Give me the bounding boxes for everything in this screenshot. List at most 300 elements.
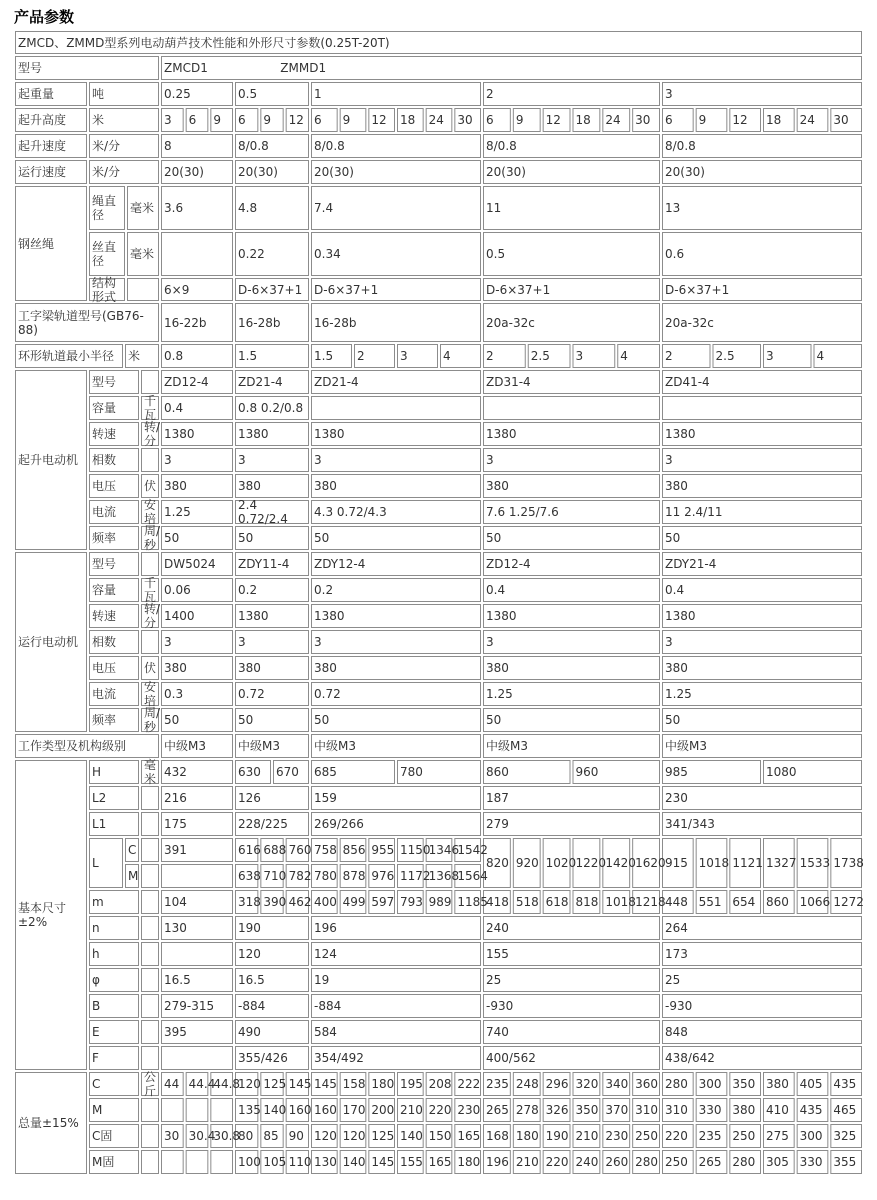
value-cell: 989 bbox=[428, 895, 452, 909]
value-cell: 30 bbox=[635, 113, 651, 127]
table-cell bbox=[665, 891, 693, 913]
table-cell bbox=[546, 109, 570, 131]
row-unit: 伏 bbox=[144, 661, 157, 675]
value-cell: 1185 bbox=[457, 895, 488, 909]
table-cell bbox=[314, 1099, 337, 1121]
table-cell bbox=[18, 735, 158, 757]
table-cell bbox=[732, 1073, 760, 1095]
table-cell bbox=[486, 161, 659, 183]
row-label: 电压 bbox=[92, 479, 117, 493]
table-cell bbox=[92, 579, 138, 601]
value-cell: 3 bbox=[486, 453, 494, 467]
table-cell bbox=[238, 709, 308, 731]
table-cell bbox=[457, 109, 480, 131]
value-cell: 3 bbox=[238, 453, 246, 467]
table-cell bbox=[833, 109, 861, 131]
table-cell bbox=[766, 839, 797, 887]
table-cell bbox=[144, 1070, 158, 1098]
value-cell: 1380 bbox=[665, 609, 696, 623]
cell-border bbox=[142, 1099, 159, 1122]
value-cell: 1.25 bbox=[164, 505, 191, 519]
value-cell: 410 bbox=[766, 1103, 789, 1117]
table-cell bbox=[371, 1151, 394, 1173]
table-cell bbox=[164, 917, 232, 939]
table-cell bbox=[486, 135, 659, 157]
cell-border bbox=[142, 449, 159, 472]
value-cell: 190 bbox=[545, 1129, 569, 1143]
table-cell bbox=[732, 109, 760, 131]
table-cell bbox=[164, 371, 232, 393]
page-heading: 产品参数 bbox=[14, 8, 75, 26]
table-cell bbox=[665, 709, 861, 731]
table-cell bbox=[314, 1125, 337, 1147]
row-label: L bbox=[92, 856, 99, 870]
cell-border bbox=[142, 891, 159, 914]
value-cell: 618 bbox=[545, 895, 569, 909]
table-cell bbox=[238, 579, 308, 601]
table-cell bbox=[238, 553, 308, 575]
table-cell bbox=[732, 1151, 760, 1173]
value-cell: 3 bbox=[164, 113, 172, 127]
table-cell bbox=[486, 1151, 510, 1173]
table-cell bbox=[18, 304, 158, 341]
table-cell bbox=[92, 109, 158, 131]
value-cell: 24 bbox=[605, 113, 621, 127]
table-cell bbox=[289, 109, 308, 131]
table-cell bbox=[400, 1125, 423, 1147]
value-cell: 125 bbox=[263, 1077, 287, 1091]
value-cell: 860 bbox=[766, 895, 789, 909]
value-cell: 0.4 bbox=[164, 401, 184, 415]
value-cell: 318 bbox=[238, 895, 261, 909]
table-cell bbox=[238, 498, 308, 526]
table-cell bbox=[213, 109, 232, 131]
value-cell: 0.5 bbox=[486, 247, 506, 261]
row-unit: 千瓦 bbox=[144, 394, 157, 422]
value-cell: 240 bbox=[575, 1155, 599, 1169]
table-cell bbox=[314, 233, 480, 275]
value-cell: 24 bbox=[799, 113, 815, 127]
value-cell: 380 bbox=[314, 479, 337, 493]
table-cell bbox=[665, 605, 861, 627]
table-cell bbox=[429, 1151, 452, 1173]
table-cell bbox=[665, 475, 861, 497]
table-cell bbox=[164, 553, 232, 575]
value-cell: 670 bbox=[276, 765, 299, 779]
table-cell bbox=[18, 553, 86, 731]
value-cell: ZDY21-4 bbox=[665, 557, 717, 571]
value-cell: 120 bbox=[314, 1129, 337, 1143]
table-cell bbox=[486, 605, 659, 627]
table-cell bbox=[18, 161, 86, 183]
table-cell bbox=[665, 969, 861, 991]
table-cell bbox=[486, 943, 659, 965]
table-cell bbox=[486, 83, 659, 105]
table-cell bbox=[164, 995, 232, 1017]
value-cell: 1620 bbox=[635, 856, 666, 870]
table-cell bbox=[766, 1099, 794, 1121]
table-cell bbox=[400, 865, 431, 887]
value-cell: 11 bbox=[486, 201, 502, 215]
table-cell bbox=[400, 109, 423, 131]
table-cell bbox=[263, 1073, 287, 1095]
value-cell: 1080 bbox=[766, 765, 797, 779]
value-cell: DW5024 bbox=[164, 557, 216, 571]
cell-border bbox=[142, 865, 159, 888]
value-cell: 16-28b bbox=[314, 315, 357, 330]
table-cell bbox=[164, 579, 232, 601]
value-cell: 中级M3 bbox=[164, 739, 206, 753]
row-label: 相数 bbox=[92, 453, 117, 467]
value-cell: 435 bbox=[833, 1077, 857, 1091]
table-cell bbox=[699, 1151, 727, 1173]
value-cell: 499 bbox=[342, 895, 366, 909]
table-cell bbox=[576, 891, 600, 913]
table-cell bbox=[144, 657, 158, 679]
table-cell bbox=[546, 891, 570, 913]
table-cell bbox=[92, 527, 138, 549]
table-cell bbox=[238, 449, 308, 471]
table-cell bbox=[238, 865, 261, 887]
value-cell: 448 bbox=[665, 895, 688, 909]
value-cell: 2 bbox=[486, 87, 494, 101]
value-cell: ZD21-4 bbox=[238, 375, 283, 389]
value-cell: 584 bbox=[314, 1025, 337, 1039]
table-cell bbox=[164, 135, 232, 157]
table-cell bbox=[144, 420, 161, 448]
table-cell bbox=[92, 1073, 138, 1095]
table-cell bbox=[665, 579, 861, 601]
cell-border bbox=[142, 813, 159, 836]
value-cell: 1380 bbox=[486, 609, 517, 623]
table-cell bbox=[665, 813, 861, 835]
value-cell: 4.8 bbox=[238, 201, 258, 215]
table-cell bbox=[164, 631, 232, 653]
table-cell bbox=[665, 423, 861, 445]
table-cell bbox=[144, 680, 158, 708]
value-cell: 265 bbox=[698, 1155, 722, 1169]
table-cell bbox=[92, 1099, 138, 1121]
table-cell bbox=[665, 1125, 693, 1147]
table-cell bbox=[314, 279, 480, 300]
value-cell: 11 2.4/11 bbox=[665, 505, 723, 519]
value-cell: 130 bbox=[314, 1155, 337, 1169]
value-cell: 400/562 bbox=[486, 1051, 536, 1065]
table-cell bbox=[128, 839, 138, 861]
value-cell: 44.8 bbox=[213, 1077, 241, 1091]
table-cell bbox=[92, 1125, 138, 1147]
value-cell: 50 bbox=[486, 713, 502, 727]
table-cell bbox=[576, 1125, 600, 1147]
table-cell bbox=[665, 943, 861, 965]
value-cell: 140 bbox=[400, 1129, 423, 1143]
table-cell bbox=[92, 161, 158, 183]
value-cell: 2 bbox=[486, 349, 494, 363]
table-cell bbox=[164, 57, 861, 79]
table-cell bbox=[314, 187, 480, 229]
value-cell: 370 bbox=[605, 1103, 629, 1117]
value-cell: 405 bbox=[799, 1077, 823, 1091]
row-unit: 吨 bbox=[92, 87, 105, 101]
value-cell: 105 bbox=[263, 1155, 287, 1169]
value-cell: 1150 bbox=[400, 843, 431, 857]
value-cell: 130 bbox=[164, 921, 187, 935]
value-cell: 230 bbox=[665, 791, 688, 805]
table-cell bbox=[486, 449, 659, 471]
value-cell: 462 bbox=[288, 895, 312, 909]
table-cell bbox=[238, 787, 308, 809]
value-cell: 438/642 bbox=[665, 1051, 715, 1065]
table-cell bbox=[92, 449, 138, 471]
table-cell bbox=[164, 279, 232, 300]
table-cell bbox=[314, 631, 480, 653]
table-cell bbox=[314, 605, 480, 627]
table-cell bbox=[699, 1073, 727, 1095]
value-cell: ZD21-4 bbox=[314, 375, 359, 389]
value-cell: 300 bbox=[698, 1077, 722, 1091]
table-cell bbox=[18, 57, 158, 79]
value-cell: 740 bbox=[486, 1025, 509, 1039]
table-cell bbox=[92, 709, 138, 731]
value-cell: 135 bbox=[238, 1103, 261, 1117]
value-cell: 0.06 bbox=[164, 583, 191, 597]
table-cell bbox=[164, 839, 232, 861]
value-cell: 50 bbox=[665, 713, 681, 727]
group-label: 起升电动机 bbox=[18, 453, 79, 467]
table-cell bbox=[314, 553, 480, 575]
table-cell bbox=[800, 1151, 828, 1173]
value-cell: 180 bbox=[371, 1077, 395, 1091]
value-cell: 760 bbox=[288, 843, 312, 857]
value-cell: -884 bbox=[238, 999, 266, 1013]
row-unit: 米/分 bbox=[92, 139, 121, 153]
table-cell bbox=[92, 187, 124, 229]
table-cell bbox=[213, 1073, 241, 1095]
value-cell: 12 bbox=[371, 113, 387, 127]
table-cell bbox=[665, 1021, 861, 1043]
value-cell: 1.25 bbox=[486, 687, 513, 701]
value-cell: 380 bbox=[732, 1103, 756, 1117]
table-cell bbox=[665, 735, 861, 757]
value-cell: 630 bbox=[238, 765, 261, 779]
table-cell bbox=[371, 1073, 394, 1095]
value-cell: 1220 bbox=[575, 856, 607, 870]
value-cell: 20(30) bbox=[314, 165, 354, 179]
table-cell bbox=[164, 657, 232, 679]
value-cell: 391 bbox=[164, 843, 187, 857]
table-cell bbox=[164, 1047, 232, 1069]
table-cell bbox=[314, 761, 394, 783]
table-cell bbox=[343, 1151, 366, 1173]
row-label: 绳直径 bbox=[92, 194, 117, 222]
table-cell bbox=[343, 865, 366, 887]
value-cell: 465 bbox=[833, 1103, 857, 1117]
table-cell bbox=[665, 657, 861, 679]
value-cell: 210 bbox=[575, 1129, 599, 1143]
value-cell: 160 bbox=[288, 1103, 312, 1117]
value-cell: 400 bbox=[314, 895, 337, 909]
table-cell bbox=[164, 449, 232, 471]
value-cell: ZD12-4 bbox=[486, 557, 531, 571]
table-cell bbox=[576, 345, 615, 367]
table-cell bbox=[164, 813, 232, 835]
value-cell: 18 bbox=[575, 113, 591, 127]
table-cell bbox=[238, 657, 308, 679]
table-cell bbox=[263, 865, 287, 887]
value-cell: 985 bbox=[665, 765, 688, 779]
value-cell: 2.4 0.72/2.4 bbox=[238, 498, 288, 526]
value-cell: 0.72 bbox=[238, 687, 265, 701]
table-cell bbox=[516, 1151, 540, 1173]
value-cell: 90 bbox=[288, 1129, 304, 1143]
table-cell bbox=[144, 602, 161, 630]
value-cell: 395 bbox=[164, 1025, 187, 1039]
value-cell: 2.5 bbox=[530, 349, 550, 363]
value-cell: 275 bbox=[766, 1129, 789, 1143]
row-unit: 米 bbox=[128, 349, 141, 363]
table-cell bbox=[371, 865, 394, 887]
value-cell: 3 bbox=[164, 635, 172, 649]
value-cell: 6 bbox=[665, 113, 673, 127]
table-cell bbox=[665, 1151, 693, 1173]
table-cell bbox=[605, 1073, 629, 1095]
value-cell: 1380 bbox=[238, 427, 269, 441]
value-cell: 16-22b bbox=[164, 315, 207, 330]
table-cell bbox=[263, 839, 287, 861]
table-cell bbox=[546, 1073, 570, 1095]
table-cell bbox=[343, 1099, 366, 1121]
table-cell bbox=[164, 761, 232, 783]
cell-border bbox=[142, 995, 159, 1018]
table-cell bbox=[92, 1151, 138, 1173]
cell-border bbox=[142, 917, 159, 940]
value-cell: 9 bbox=[342, 113, 351, 127]
value-cell: 1564 bbox=[457, 869, 488, 883]
table-cell bbox=[665, 279, 861, 300]
table-cell bbox=[665, 371, 861, 393]
table-cell bbox=[314, 449, 480, 471]
value-cell: 856 bbox=[342, 843, 366, 857]
table-cell bbox=[486, 683, 659, 705]
table-cell bbox=[371, 839, 394, 861]
table-cell bbox=[92, 657, 138, 679]
table-cell bbox=[238, 761, 270, 783]
table-cell bbox=[833, 1125, 861, 1147]
table-cell bbox=[92, 683, 138, 705]
table-cell bbox=[457, 1125, 480, 1147]
table-cell bbox=[288, 839, 312, 861]
table-cell bbox=[486, 1099, 510, 1121]
value-cell: 228/225 bbox=[238, 817, 288, 831]
value-cell: 380 bbox=[665, 661, 688, 675]
table-cell bbox=[314, 304, 480, 341]
value-cell: 140 bbox=[263, 1103, 287, 1117]
row-label: 电压 bbox=[92, 661, 117, 675]
value-cell: 6 bbox=[314, 113, 322, 127]
table-cell bbox=[576, 1099, 600, 1121]
table-cell bbox=[238, 345, 308, 367]
value-cell: 9 bbox=[515, 113, 524, 127]
table-cell bbox=[665, 83, 861, 105]
row-unit: 安培 bbox=[144, 498, 157, 526]
value-cell: 265 bbox=[486, 1103, 509, 1117]
value-cell: ZD31-4 bbox=[486, 375, 531, 389]
table-cell bbox=[546, 1151, 570, 1173]
row-label: φ bbox=[92, 973, 100, 987]
table-cell bbox=[516, 891, 540, 913]
value-cell: 16-28b bbox=[238, 315, 281, 330]
cell-border bbox=[142, 1047, 159, 1070]
table-cell bbox=[263, 109, 282, 131]
table-cell bbox=[314, 839, 337, 861]
table-cell bbox=[833, 1151, 861, 1173]
table-cell bbox=[732, 839, 763, 887]
row-label: 型号 bbox=[92, 375, 117, 389]
table-cell bbox=[635, 839, 666, 887]
value-cell: 3 bbox=[665, 453, 673, 467]
value-cell: 30.8 bbox=[213, 1129, 241, 1143]
value-cell: -930 bbox=[665, 999, 693, 1013]
value-cell: 160 bbox=[314, 1103, 337, 1117]
table-cell bbox=[164, 709, 232, 731]
value-cell: 165 bbox=[428, 1155, 452, 1169]
table-cell bbox=[665, 761, 760, 783]
table-cell bbox=[314, 683, 480, 705]
value-cell: 8 bbox=[164, 139, 172, 153]
table-cell bbox=[288, 1073, 312, 1095]
table-cell bbox=[665, 501, 861, 523]
row-label: L2 bbox=[92, 791, 107, 805]
table-cell bbox=[213, 1151, 232, 1173]
table-cell bbox=[486, 579, 659, 601]
table-cell bbox=[188, 1073, 216, 1095]
value-cell: 12 bbox=[732, 113, 748, 127]
value-cell: 264 bbox=[665, 921, 688, 935]
table-cell bbox=[486, 891, 510, 913]
value-cell: 355 bbox=[833, 1155, 857, 1169]
table-cell bbox=[92, 233, 124, 275]
table-cell bbox=[238, 233, 308, 275]
value-cell: 125 bbox=[371, 1129, 395, 1143]
value-cell: 190 bbox=[238, 921, 261, 935]
value-cell: 1738 bbox=[833, 856, 864, 870]
value-cell: ZDY12-4 bbox=[314, 557, 366, 571]
value-cell: 1380 bbox=[314, 427, 345, 441]
table-cell bbox=[92, 475, 138, 497]
value-cell: ZD12-4 bbox=[164, 375, 209, 389]
table-cell bbox=[800, 1073, 828, 1095]
row-label: 频率 bbox=[92, 531, 117, 545]
value-cell: 380 bbox=[665, 479, 688, 493]
table-cell bbox=[164, 501, 232, 523]
row-unit: 伏 bbox=[144, 479, 157, 493]
table-cell bbox=[635, 1151, 659, 1173]
table-cell bbox=[665, 161, 861, 183]
value-cell: 3 bbox=[665, 87, 673, 101]
table-cell bbox=[486, 475, 659, 497]
value-cell: 380 bbox=[314, 661, 337, 675]
value-cell: 30.4 bbox=[188, 1129, 216, 1143]
value-cell: 616 bbox=[238, 843, 261, 857]
table-cell bbox=[400, 1151, 423, 1173]
value-cell: 280 bbox=[635, 1155, 659, 1169]
value-cell: 19 bbox=[314, 973, 330, 987]
value-cell: 50 bbox=[486, 531, 502, 545]
table-cell bbox=[665, 233, 861, 275]
table-cell bbox=[144, 498, 158, 526]
table-cell bbox=[314, 657, 480, 679]
value-cell: 2.5 bbox=[715, 349, 735, 363]
